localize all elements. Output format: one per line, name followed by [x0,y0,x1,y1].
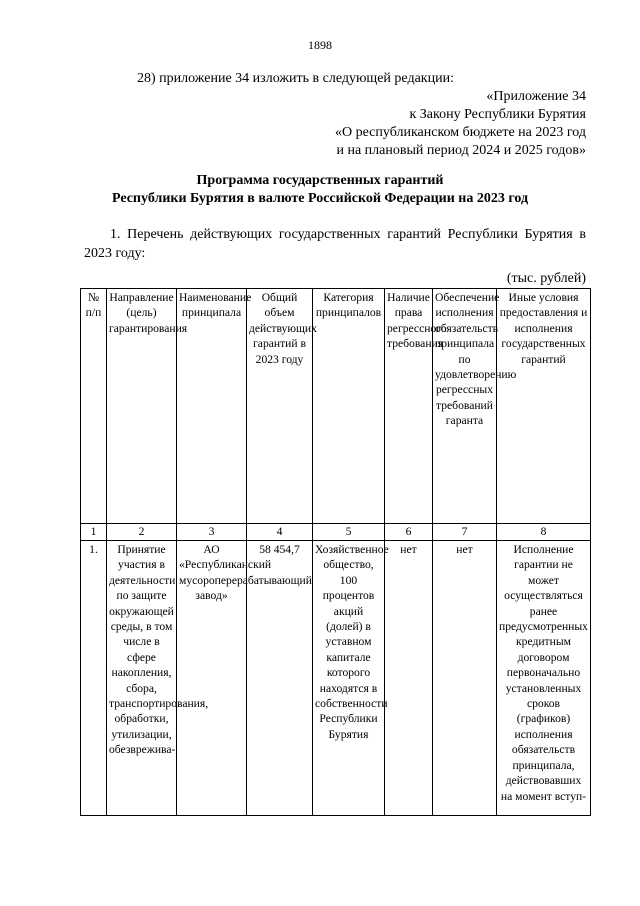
table-cell [313,541,389,816]
appendix-reference [335,88,586,160]
table-cell [433,541,497,816]
table-header-row [81,289,591,524]
cell-text: 1. [89,543,98,556]
amendment-intro: 28) приложение 34 изложить в следующей редакции: [137,71,454,86]
unit-label: (тыс. рублей) [506,271,586,286]
page-number: 1898 [308,38,332,52]
table-row [81,541,591,816]
column-number: 4 [247,524,313,541]
cell-text: нет [400,543,417,556]
list-intro [84,225,586,263]
appendix-ref-line: и на плановый период 2024 и 2025 годов» [336,143,586,158]
table-cell [107,541,209,816]
guarantees-table [80,288,591,816]
table-cell [497,541,591,816]
cell-text: Хозяйственное общество, 100 процентов акций (долей) в уставном капитале которого находятся в собственности Республики Бурятия [315,543,389,741]
cell-text: нет [456,543,473,556]
column-number-row [81,524,591,541]
column-number: 7 [433,524,497,541]
title-line: Программа государственных гарантий [196,173,444,188]
column-number: 6 [385,524,433,541]
cell-text: Принятие участия в деятельности по защите окружающей среды, в том числе в сфере накопления, сбора, транспортирования, обработки, утилизации, обезврежива- [109,543,209,757]
cell-text: 58 454,7 [259,543,300,556]
appendix-ref-line: «О республиканском бюджете на 2023 год [335,125,586,140]
cell-text: Исполнение гарантии не может осуществляться ранее предусмотренных кредитным договором первоначально установленных сроков (графиков) исполнения обязательств принципала, действовавших на момент вступ- [499,543,588,803]
appendix-ref-line: к Закону Республики Бурятия [409,107,586,122]
column-header: Общий объем действующих гарантий в 2023 году [247,289,313,524]
column-header: Наличие права регрессного требования [385,289,433,524]
table-cell [81,541,107,816]
column-header: Наименование принципала [177,289,247,524]
column-header: Направление (цель) гарантирования [107,289,177,524]
document-title [0,172,640,208]
list-intro-text: 1. Перечень действующих государственных гарантий Республики Бурятия в 2023 году: [84,227,586,261]
cell-text: АО «Республиканский мусороперерабатывающий завод» [179,543,312,603]
column-header: Иные условия предоставления и исполнения государственных гарантий [497,289,591,524]
column-header: Категория принципалов [313,289,385,524]
column-header: № п/п [81,289,107,524]
title-line: Республики Бурятия в валюте Российской Федерации на 2023 год [111,191,529,206]
column-number: 1 [81,524,107,541]
column-number: 2 [107,524,177,541]
column-number: 5 [313,524,385,541]
table-cell [385,541,433,816]
column-header: Обеспечение исполнения обязательств принципала по удовлетворению регрессных требований гаранта [433,289,497,524]
column-number: 3 [177,524,247,541]
column-number: 8 [497,524,591,541]
appendix-ref-line: «Приложение 34 [486,89,586,104]
